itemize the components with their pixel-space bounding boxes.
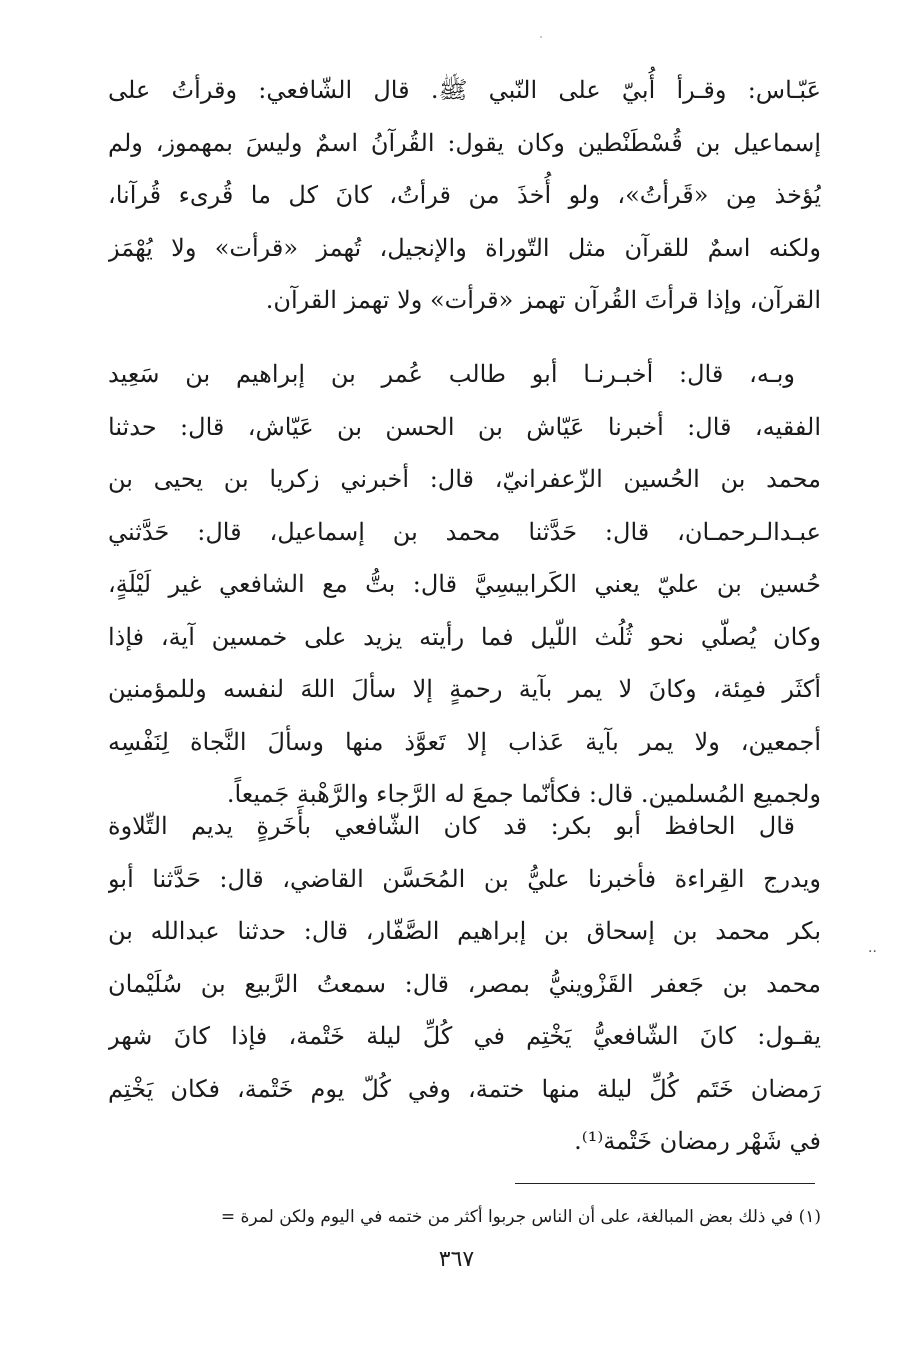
text-line: رَمضان خَتَم كُلِّ ليلة منها ختمة، وفي كُلّ يوم خَتْمة، فكان يَخْتِم <box>108 1074 821 1103</box>
text-line: ويدرج القِراءة فأخبرنا عليُّ بن المُحَسَّن القاضي، قال: حَدَّثنا أبو <box>108 864 821 893</box>
text-line: قال الحافظ أبو بكر: قد كان الشّافعي بأَخَرةٍ يديم التِّلاوة <box>108 812 795 840</box>
text-line: عَبّـاس: وقـرأ أُبيّ على النّبي ﷺ. قال الشّافعي: وقرأتُ على <box>108 76 821 104</box>
text-line: أكثَر فمِئة، وكانَ لا يمر بآية رحمةٍ إلا سألَ اللهَ لنفسه وللمؤمنين <box>108 675 821 703</box>
text-line: حُسين بن عليّ يعني الكَرابيسِيَّ قال: بتُّ مع الشافعي غير لَيْلَةٍ، <box>108 570 821 598</box>
text-line: محمد بن الحُسين الزّعفرانيّ، قال: أخبرني زكريا بن يحيى بن <box>108 465 821 493</box>
text-line: في شَهْر رمضان خَتْمة⁽¹⁾. <box>574 1127 821 1155</box>
page-number: ٣٦٧ <box>438 1247 475 1272</box>
text-line: ولجميع المُسلمين. قال: فكأنّما جمعَ له الرَّجاء والرَّهْبة جَميعاً. <box>226 780 821 808</box>
text-line: بكر محمد بن إسحاق بن إبراهيم الصَّفّار، قال: حدثنا عبدالله بن <box>108 917 821 945</box>
paragraph-2 <box>108 348 821 821</box>
footnote-divider <box>515 1183 815 1184</box>
text-line: عبـدالـرحمـان، قال: حَدَّثنا محمد بن إسماعيل، قال: حَدَّثني <box>108 517 821 546</box>
text-line: القرآن، وإذا قرأتَ القُرآن تهمز «قرأت» ولا تهمز القرآن. <box>265 286 821 314</box>
text-line: يُؤخذ مِن «قَرأتُ»، ولو أُخذَ من قرأتُ، كانَ كل ما قُرىء قُرآنا، <box>108 181 821 209</box>
paragraph-3 <box>108 800 821 1168</box>
text-line: إسماعيل بن قُسْطَنْطين وكان يقول: القُرآنُ اسمٌ وليسَ بمهموز، ولم <box>108 128 821 157</box>
text-line: الفقيه، قال: أخبرنا عَيّاش بن الحسن بن عَيّاش، قال: حدثنا <box>108 412 821 441</box>
margin-mark: ·· <box>868 944 877 960</box>
text-line: ولكنه اسمٌ للقرآن مثل التّوراة والإنجيل، تُهمز «قرأت» ولا يُهْمَز <box>108 233 821 262</box>
text-line: وبـه، قال: أخبـرنـا أبو طالب عُمر بن إبراهيم بن سَعِيد <box>108 360 795 388</box>
paragraph-1 <box>108 64 821 327</box>
text-line: أجمعين، ولا يمر بآية عَذاب إلا تَعوَّذ منها وسألَ النَّجاة لِنَفْسِه <box>108 727 821 756</box>
scan-speck <box>540 36 542 38</box>
text-line: وكان يُصلّي نحو ثُلُث اللّيل فما رأيته يزيد على خمسين آية، فإذا <box>108 622 821 651</box>
text-line: محمد بن جَعفر القَزْوينيُّ بمصر، قال: سمعتُ الرَّبيع بن سُلَيْمان <box>108 969 821 998</box>
footnote: (١) في ذلك بعض المبالغة، على أن الناس جربوا أكثر من ختمه في اليوم ولكن لمرة = <box>220 1207 821 1227</box>
text-line: يقـول: كانَ الشّافعيُّ يَخْتِم في كُلِّ ليلة خَتْمة، فإذا كانَ شهر <box>108 1022 821 1050</box>
